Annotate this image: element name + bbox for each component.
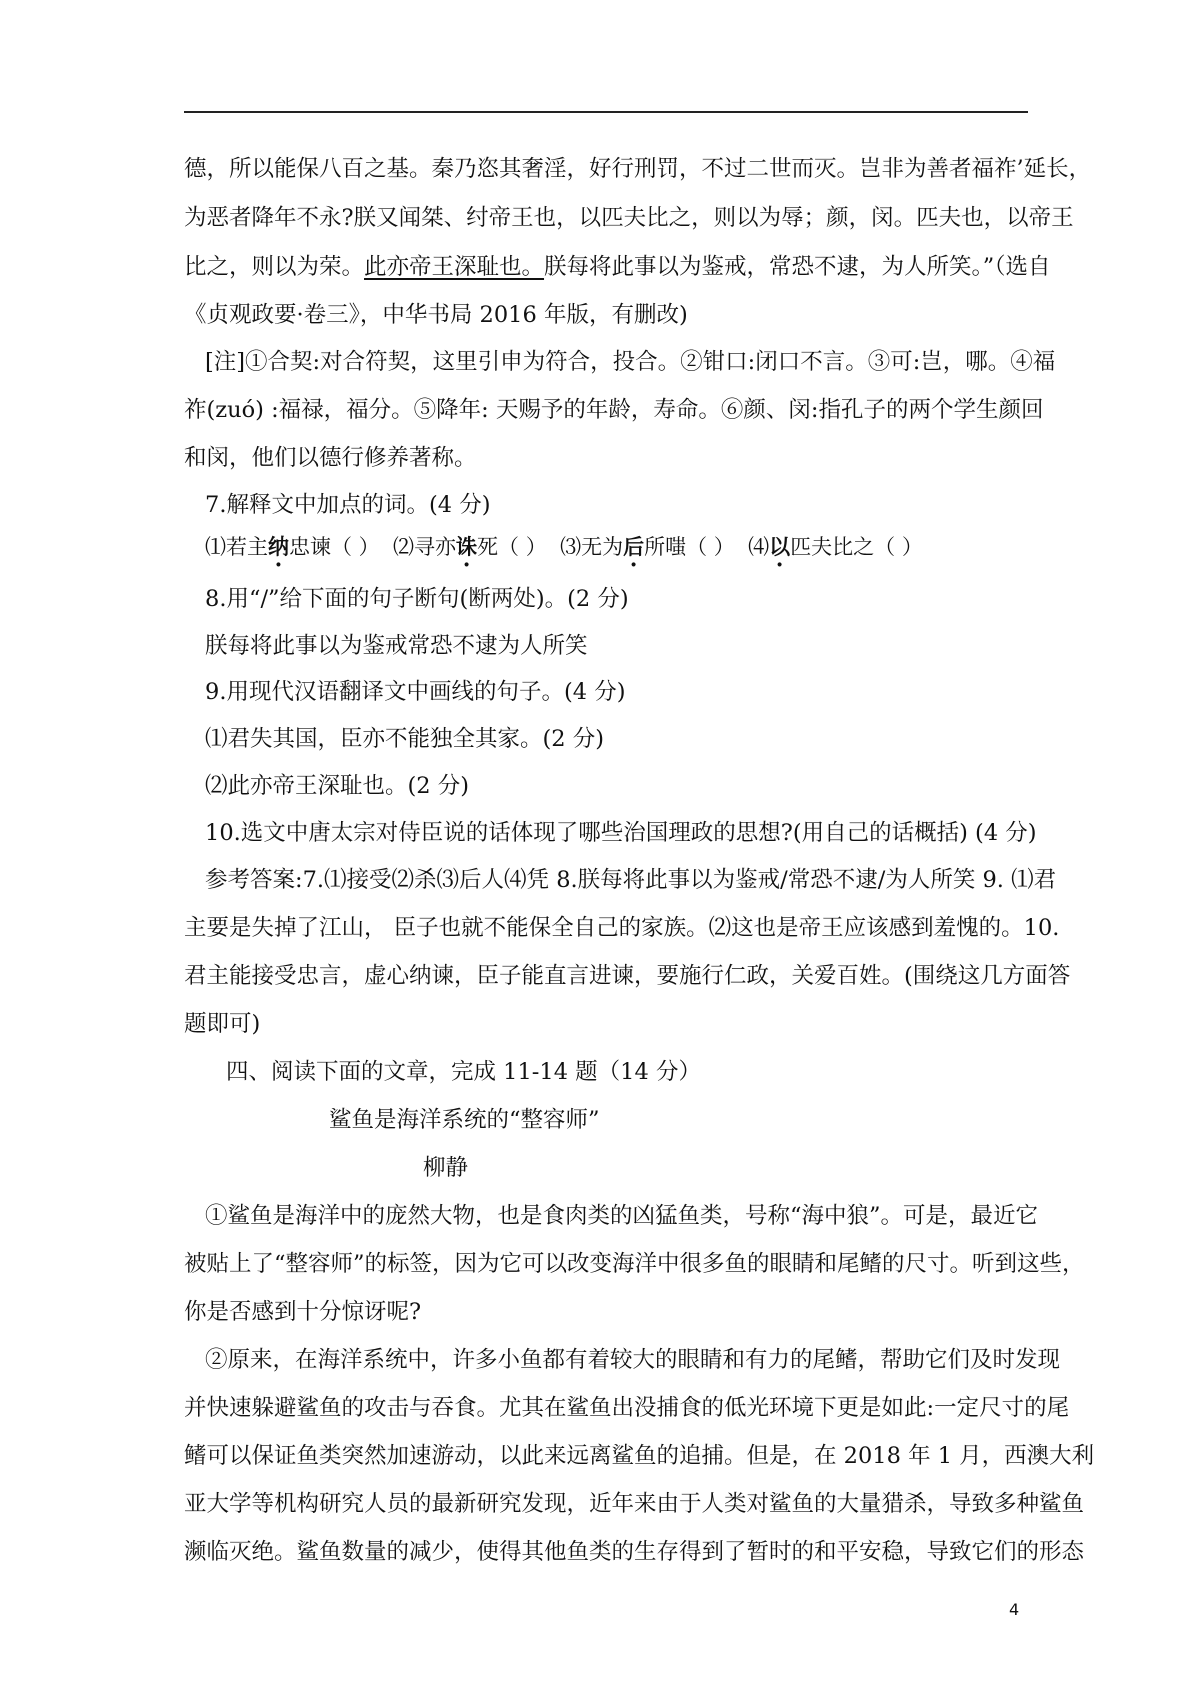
- source-citation: 《贞观政要·卷三》，中华书局 2016 年版，有删改): [184, 302, 688, 328]
- question-9-item-2: ⑵此亦帝王深耻也。(2 分): [205, 773, 470, 799]
- paragraph-1-line: ①鲨鱼是海洋中的庞然大物，也是食肉类的凶猛鱼类，号称“海中狼”。可是，最近它: [205, 1203, 1039, 1229]
- passage-line: 德，所以能保八百之基。秦乃恣其奢淫，好行刑罚，不过二世而灭。岂非为善者福祚’延长，: [184, 156, 1092, 182]
- section-4-heading: 四、阅读下面的文章，完成 11-14 题（14 分）: [226, 1059, 701, 1085]
- q7-item-1: ⑴若主纳忠谏（ ）: [205, 534, 380, 559]
- notes-line: 和闵，他们以德行修养著称。: [184, 445, 477, 471]
- paragraph-2-line: 并快速躲避鲨鱼的攻击与吞食。尤其在鲨鱼出没捕食的低光环境下更是如此:一定尺寸的尾: [184, 1395, 1070, 1421]
- paragraph-2-line: 鳍可以保证鱼类突然加速游动，以此来远离鲨鱼的追捕。但是，在 2018 年 1 月，西澳大利: [184, 1443, 1095, 1469]
- underlined-sentence: 此亦帝王深耻也。: [364, 254, 545, 280]
- passage-text: 朕每将此事以为鉴戒，常恐不逮，为人所笑。”（选自: [544, 254, 1051, 280]
- paragraph-2-line: ②原来，在海洋系统中，许多小鱼都有着较大的眼睛和有力的尾鳍，帮助它们及时发现: [205, 1347, 1061, 1373]
- question-8-sentence: 朕每将此事以为鉴戒常恐不逮为人所笑: [205, 633, 588, 659]
- answer-line: 参考答案:7.⑴接受⑵杀⑶后人⑷凭 8.朕每将此事以为鉴戒/常恐不逮/为人所笑 9. ⑴君: [205, 867, 1057, 893]
- q7-item-4: ⑷以匹夫比之（ ）: [748, 534, 923, 559]
- page-number: 4: [1009, 1600, 1020, 1619]
- answer-line: 题即可): [184, 1011, 261, 1037]
- question-7-stem: 7.解释文中加点的词。(4 分): [205, 492, 491, 518]
- passage-line: [184, 252, 1051, 282]
- notes-line: 祚(zuó) :福禄，福分。⑤降年: 天赐予的年龄，寿命。⑥颜、闵:指孔子的两个学生颜回: [184, 397, 1044, 423]
- answer-line: 君主能接受忠言，虚心纳谏，臣子能直言进谏，要施行仁政，关爱百姓。(围绕这几方面答: [184, 963, 1071, 989]
- question-7-items: [205, 532, 1049, 562]
- paragraph-1-line: 你是否感到十分惊讶呢?: [184, 1299, 422, 1325]
- article-author: 柳静: [423, 1155, 469, 1181]
- question-8-stem: 8.用“/”给下面的句子断句(断两处)。(2 分): [205, 586, 629, 612]
- paragraph-2-line: 亚大学等机构研究人员的最新研究发现，近年来由于人类对鲨鱼的大量猎杀，导致多种鲨鱼: [184, 1491, 1085, 1517]
- q7-item-2: ⑵寻亦诛死（ ）: [393, 534, 547, 559]
- header-rule: [184, 111, 1028, 113]
- question-9-stem: 9.用现代汉语翻译文中画线的句子。(4 分): [205, 679, 626, 705]
- question-10-stem: 10.选文中唐太宗对侍臣说的话体现了哪些治国理政的思想?(用自己的话概括) (4 分): [205, 820, 1037, 846]
- q7-item-3: ⑶无为后所嗤（ ）: [560, 534, 735, 559]
- paragraph-1-line: 被贴上了“整容师”的标签，因为它可以改变海洋中很多鱼的眼睛和尾鳍的尺寸。听到这些，: [184, 1251, 1085, 1277]
- notes-line: [注]①合契:对合符契，这里引申为符合，投合。②钳口:闭口不言。③可:岂，哪。④福: [205, 349, 1056, 375]
- answer-line: 主要是失掉了江山， 臣子也就不能保全自己的家族。⑵这也是帝王应该感到羞愧的。10.: [184, 915, 1060, 941]
- paragraph-2-line: 濒临灭绝。鲨鱼数量的减少，使得其他鱼类的生存得到了暂时的和平安稳，导致它们的形态: [184, 1539, 1085, 1565]
- passage-line: 为恶者降年不永?朕又闻桀、纣帝王也，以匹夫比之，则以为辱；颜，闵。匹夫也，以帝王: [184, 205, 1074, 231]
- question-9-item-1: ⑴君失其国，臣亦不能独全其家。(2 分): [205, 726, 605, 752]
- passage-text: 比之，则以为荣。: [184, 254, 365, 280]
- article-title: 鲨鱼是海洋系统的“整容师”: [329, 1107, 600, 1133]
